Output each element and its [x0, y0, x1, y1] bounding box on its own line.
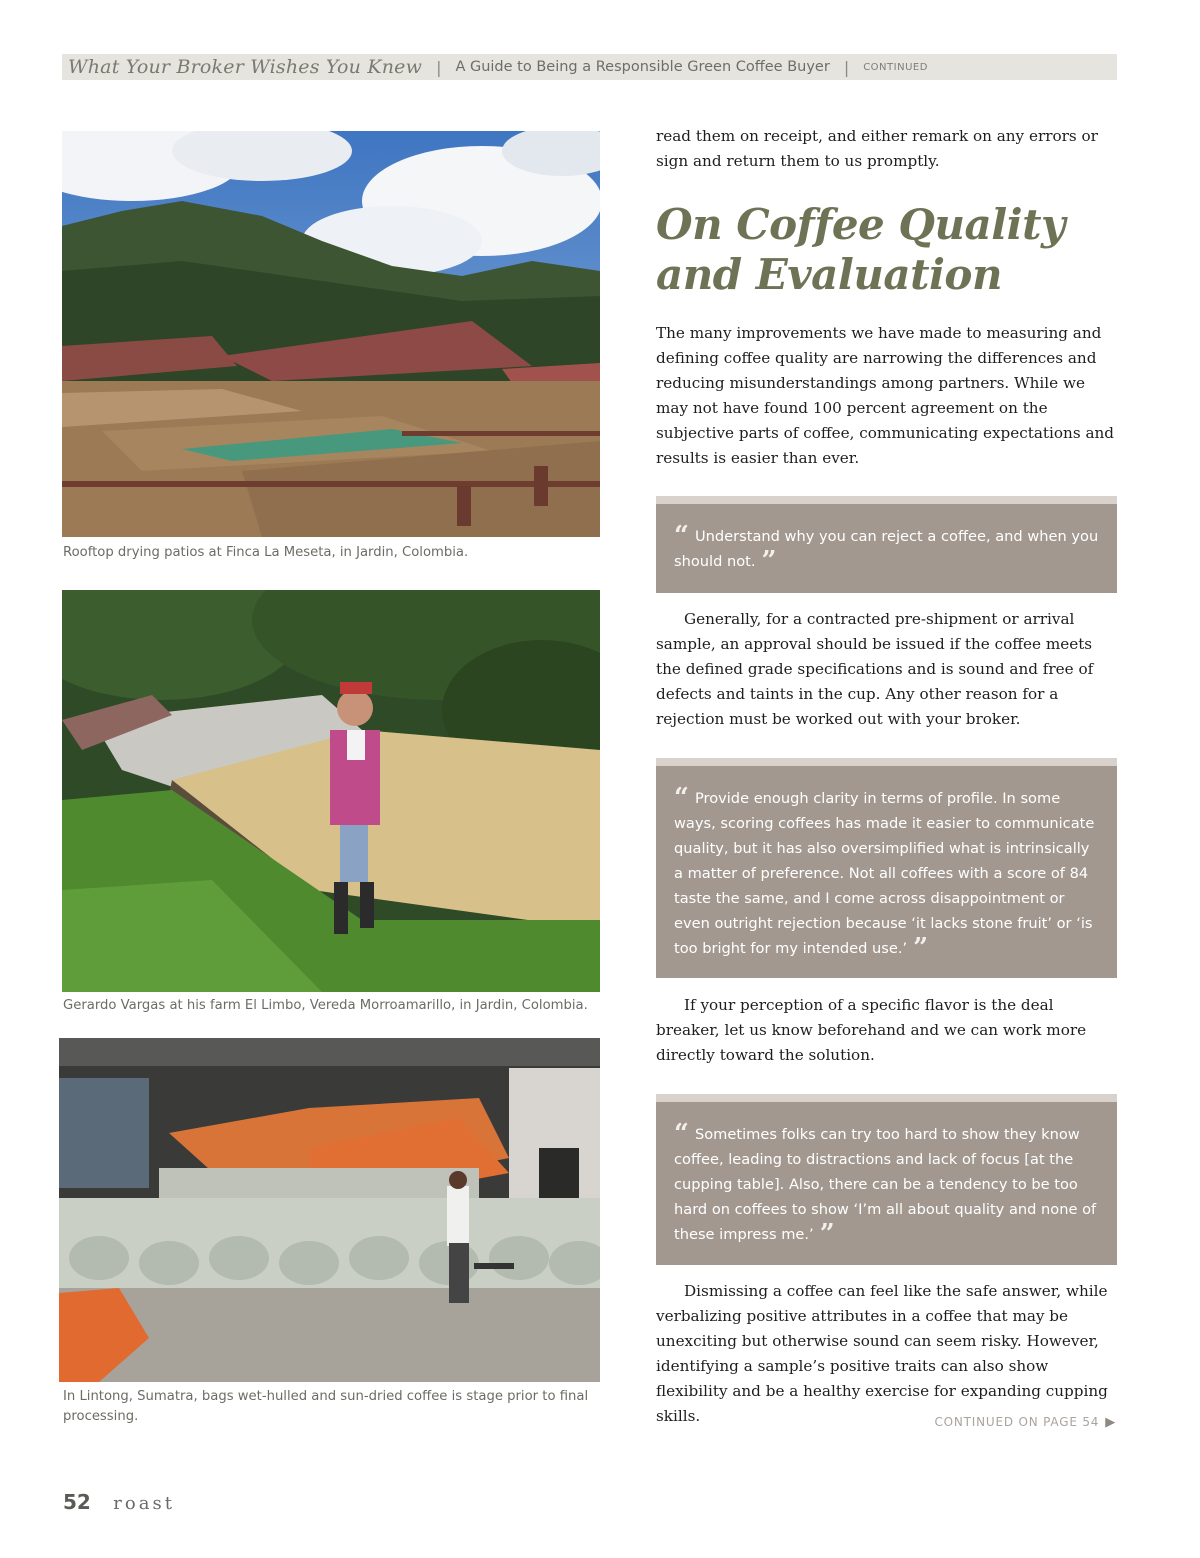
body-paragraph: Generally, for a contracted pre-shipment or arrival sample, an approval should be issued if the coffee meets the defined grade specifications and is sound and free of defects and taints in the cup. Any other reason for a rejection must be worked out with your broker. [656, 610, 1094, 728]
article-title: A Guide to Being a Responsible Green Coffee Buyer [455, 59, 830, 75]
body-paragraph: If your perception of a specific flavor is the deal breaker, let us know beforehand and we can work more directly toward the solution. [656, 996, 1087, 1064]
pull-quote-text: Provide enough clarity in terms of profile. In some ways, scoring coffees has made it easier to communicate quality, but it has also oversimplified what is intrinsically a matter of preference. Not all coffees with a score of 84 taste the same, and I come across disappointment or even outright rejection because ‘it lacks stone fruit’ or ‘is too bright for my intended use.’ [674, 790, 1095, 957]
section-title [656, 200, 1116, 300]
continued-on-link [900, 1415, 1116, 1430]
photo-drying-patios [62, 131, 600, 537]
series-title: What Your Broker Wishes You Knew [68, 56, 423, 78]
pull-quote [656, 496, 1117, 593]
magazine-name: roast [113, 1493, 175, 1514]
pull-quote-text: Sometimes folks can try too hard to show they know coffee, leading to distractions and lack of focus [at the cupping table]. Also, there can be a tendency to be too hard on coffees to show ‘I’m all about quality and none of these impress me.’ [674, 1126, 1097, 1243]
pull-quote [656, 1094, 1117, 1265]
section-title-line: On Coffee Quality [656, 200, 1065, 249]
running-header [62, 54, 1117, 80]
close-quote-icon: ” [913, 933, 929, 963]
photo-warehouse [59, 1038, 600, 1382]
pull-quote-text: Understand why you can reject a coffee, and when you should not. [674, 528, 1099, 570]
photo-farmer [62, 590, 600, 992]
header-separator: | [843, 57, 850, 77]
section-title-line: and Evaluation [656, 250, 1002, 299]
continued-label: CONTINUED [863, 61, 928, 73]
continued-on-text: CONTINUED ON PAGE 54 [934, 1415, 1100, 1429]
photo-caption: Gerardo Vargas at his farm El Limbo, Vereda Morroamarillo, in Jardin, Colombia. [63, 998, 588, 1013]
page-number: 52 [63, 1490, 91, 1514]
open-quote-icon: “ [674, 521, 689, 551]
intro-paragraph: read them on receipt, and either remark on any errors or sign and return them to us promptly. [656, 127, 1098, 170]
body-paragraph: Dismissing a coffee can feel like the safe answer, while verbalizing positive attributes in a coffee that may be unexciting but otherwise sound can seem risky. However, identifying a sample’s positive traits can also show flexibility and be a healthy exercise for expanding cupping skills. [656, 1282, 1108, 1425]
play-triangle-icon: ▶ [1105, 1415, 1116, 1430]
body-paragraph: The many improvements we have made to measuring and defining coffee quality are narrowing the differences and reducing misunderstandings among partners. While we may not have found 100 percent agreement on the subjective parts of coffee, communicating expectations and results is easier than ever. [656, 324, 1114, 467]
photo-caption: In Lintong, Sumatra, bags wet-hulled and sun-dried coffee is stage prior to final processing. [63, 1389, 589, 1424]
photo-caption: Rooftop drying patios at Finca La Meseta, in Jardin, Colombia. [63, 545, 469, 560]
page-footer [63, 1490, 175, 1514]
close-quote-icon: ” [761, 546, 777, 576]
open-quote-icon: “ [674, 1119, 689, 1149]
close-quote-icon: ” [819, 1219, 835, 1249]
open-quote-icon: “ [674, 783, 689, 813]
pull-quote [656, 758, 1117, 978]
header-separator: | [436, 57, 442, 77]
